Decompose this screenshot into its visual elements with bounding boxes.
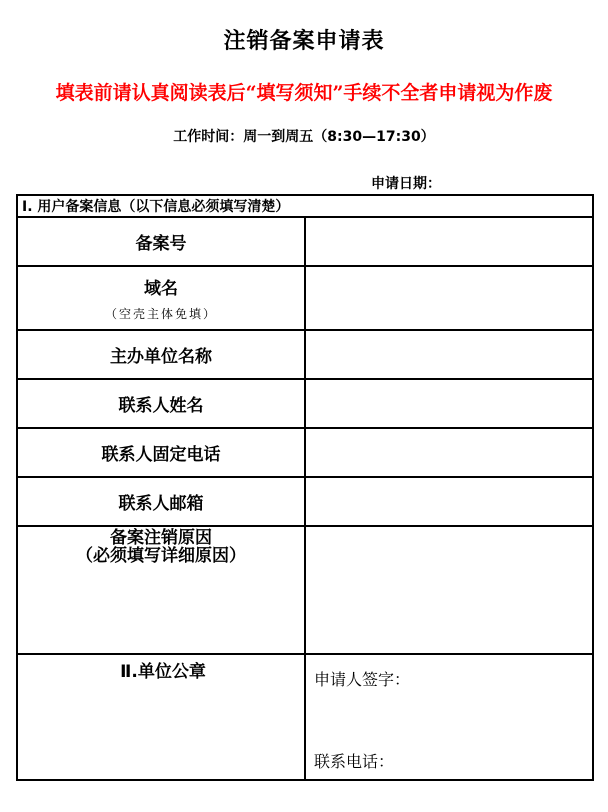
cancel-reason-label-cell (17, 526, 305, 654)
domain-label-cell (17, 266, 305, 330)
table-row (17, 379, 593, 428)
cancel-reason-label: 备案注销原因 (110, 528, 212, 548)
table-row (17, 526, 593, 654)
organizer-name-label: 主办单位名称 (17, 330, 305, 379)
section1-heading: Ⅰ. 用户备案信息（以下信息必须填写清楚） (17, 195, 593, 217)
signature-cell[interactable] (305, 654, 593, 780)
table-row (17, 654, 593, 780)
domain-field[interactable] (305, 266, 593, 330)
section2-heading: Ⅱ.单位公章 (120, 662, 206, 682)
contact-email-label: 联系人邮箱 (17, 477, 305, 526)
filing-number-field[interactable] (305, 217, 593, 266)
domain-label: 域名 (144, 279, 178, 299)
apply-date-label: 申请日期： (371, 176, 441, 192)
domain-note: （空壳主体免填） (104, 307, 217, 321)
application-form-table (16, 194, 594, 781)
contact-email-field[interactable] (305, 477, 593, 526)
contact-phone-field[interactable] (305, 428, 593, 477)
cancel-reason-field[interactable] (305, 526, 593, 654)
table-row (17, 266, 593, 330)
form-title: 注销备案申请表 (223, 29, 385, 54)
phone-label: 联系电话： (314, 752, 395, 771)
table-row (17, 428, 593, 477)
table-row (17, 477, 593, 526)
work-time-text: 工作时间：周一到周五（8:30—17:30） (173, 129, 435, 145)
signature-label: 申请人签字： (314, 670, 411, 689)
filing-number-label: 备案号 (17, 217, 305, 266)
table-row (17, 330, 593, 379)
cancel-reason-note: （必须填写详细原因） (76, 546, 246, 566)
seal-cell[interactable] (17, 654, 305, 780)
table-row (17, 217, 593, 266)
contact-name-label: 联系人姓名 (17, 379, 305, 428)
contact-phone-label: 联系人固定电话 (17, 428, 305, 477)
organizer-name-field[interactable] (305, 330, 593, 379)
notice-text: 填表前请认真阅读表后“填写须知”手续不全者申请视为作废 (55, 82, 553, 104)
contact-name-field[interactable] (305, 379, 593, 428)
